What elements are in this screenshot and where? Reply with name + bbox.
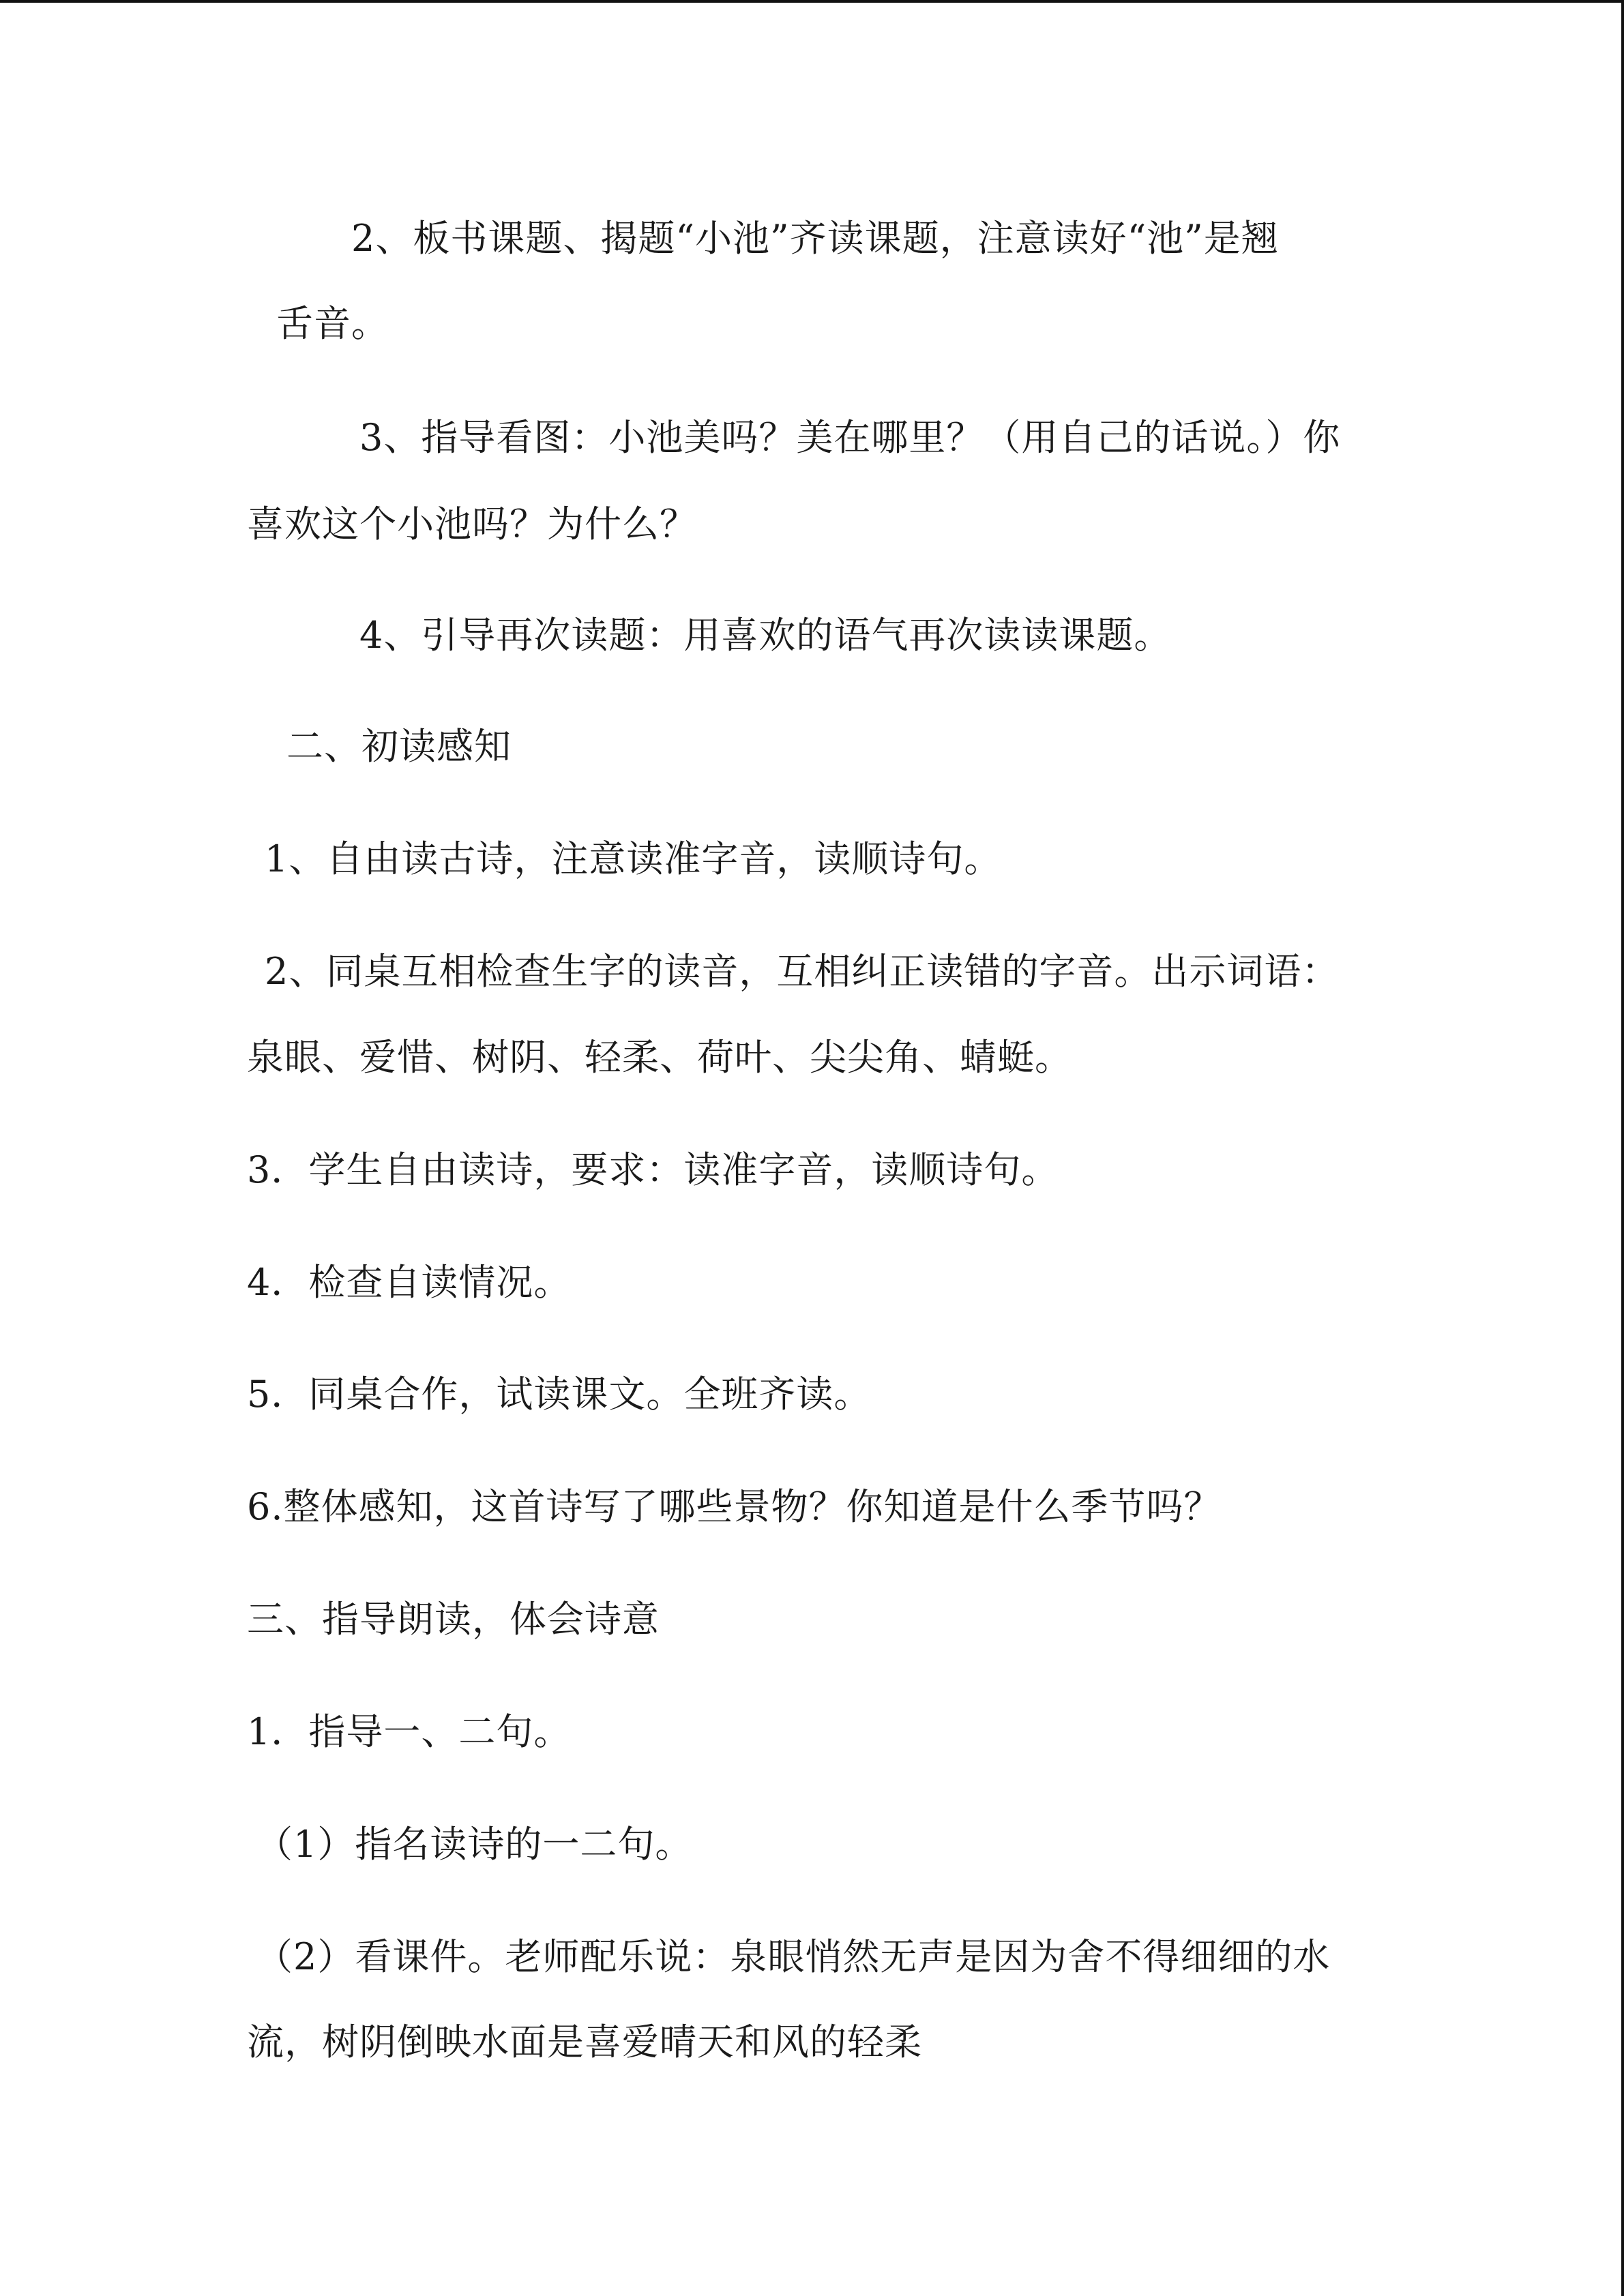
paragraph-line: 6.整体感知，这首诗写了哪些景物？你知道是什么季节吗？ [247,1485,1222,1528]
paragraph-line: 4、引导再次读题：用喜欢的语气再次读读课题。 [359,614,1172,657]
section-heading: 二、初读感知 [286,725,512,768]
paragraph-line: 流，树阴倒映水面是喜爱晴天和风的轻柔 [247,2021,922,2063]
paragraph-line: 泉眼、爱惜、树阴、轻柔、荷叶、尖尖角、蜻蜓。 [247,1036,1072,1079]
section-heading: 三、指导朗读，体会诗意 [247,1598,660,1641]
paragraph-line: 喜欢这个小池吗？为什么？ [247,503,697,546]
paragraph-line: 舌音。 [276,302,389,345]
paragraph-line: 3．学生自由读诗，要求：读准字音，读顺诗句。 [247,1148,1059,1191]
paragraph-line: 3、指导看图：小池美吗？美在哪里？（用自己的话说。）你 [359,416,1341,459]
right-border-line [1621,0,1624,2296]
paragraph-line: 2、同桌互相检查生字的读音，互相纠正读错的字音。出示词语： [265,950,1340,993]
paragraph-line: 2、板书课题、揭题“小池”齐读课题，注意读好“池”是翘 [351,217,1279,260]
paragraph-line: （2）看课件。老师配乐说：泉眼悄然无声是因为舍不得细细的水 [256,1935,1331,1978]
paragraph-line: （1）指名读诗的一二句。 [256,1823,693,1866]
paragraph-line: 4．检查自读情况。 [247,1261,572,1304]
paragraph-line: 1．指导一、二句。 [247,1710,572,1753]
paragraph-line: 1、自由读古诗，注意读准字音，读顺诗句。 [265,837,1002,880]
paragraph-line: 5．同桌合作，试读课文。全班齐读。 [247,1373,872,1416]
top-border-line [0,0,1624,3]
